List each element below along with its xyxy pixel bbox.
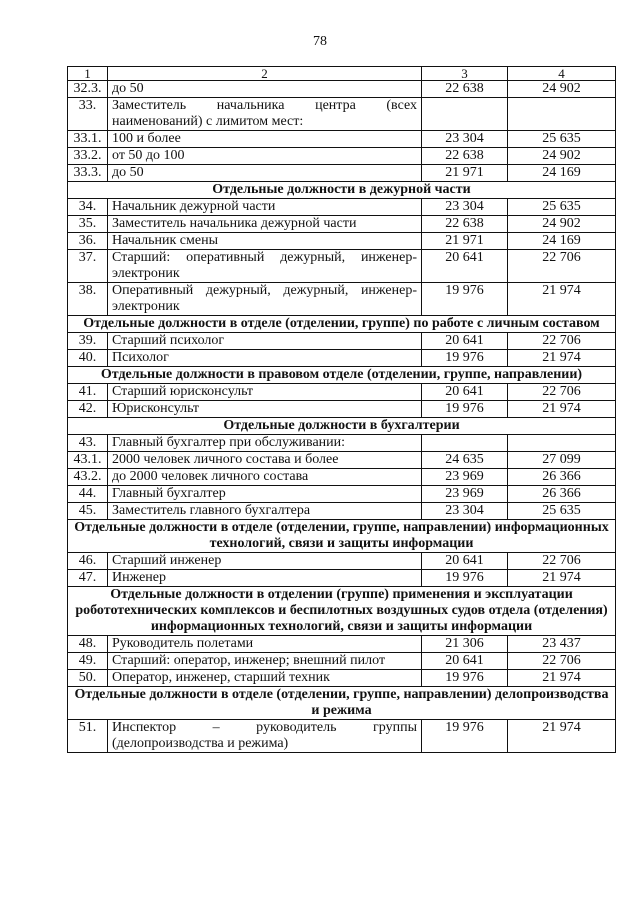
row-number: 43. bbox=[68, 435, 108, 452]
position-name: Старший: оператор, инженер; внешний пилот bbox=[108, 653, 422, 670]
salary-col-4: 25 635 bbox=[508, 131, 616, 148]
position-name: до 50 bbox=[108, 165, 422, 182]
row-number: 47. bbox=[68, 570, 108, 587]
table-row bbox=[68, 283, 616, 316]
table-row bbox=[68, 670, 616, 687]
position-name: Руководитель полетами bbox=[108, 636, 422, 653]
row-number: 38. bbox=[68, 283, 108, 316]
section-title: Отдельные должности в отделе (отделении, группе, направлении) делопроизводства и режима bbox=[68, 687, 616, 720]
position-name: Инспектор – руководитель группы (делопроизводства и режима) bbox=[108, 720, 422, 753]
table-row bbox=[68, 636, 616, 653]
salary-col-3: 23 969 bbox=[422, 486, 508, 503]
section-title: Отдельные должности в правовом отделе (отделении, группе, направлении) bbox=[68, 367, 616, 384]
row-number: 33.2. bbox=[68, 148, 108, 165]
row-number: 50. bbox=[68, 670, 108, 687]
salary-col-4: 25 635 bbox=[508, 503, 616, 520]
row-number: 41. bbox=[68, 384, 108, 401]
position-name: Юрисконсульт bbox=[108, 401, 422, 418]
position-name: Оператор, инженер, старший техник bbox=[108, 670, 422, 687]
section-title: Отдельные должности в отделе (отделении, группе) по работе с личным составом bbox=[68, 316, 616, 333]
salary-col-4: 21 974 bbox=[508, 283, 616, 316]
section-header-row bbox=[68, 182, 616, 199]
salary-col-4: 21 974 bbox=[508, 670, 616, 687]
salary-col-4: 25 635 bbox=[508, 199, 616, 216]
table-row bbox=[68, 333, 616, 350]
salary-col-3: 19 976 bbox=[422, 401, 508, 418]
table-row bbox=[68, 553, 616, 570]
position-name: Старший: оперативный дежурный, инженер-электроник bbox=[108, 250, 422, 283]
position-name: от 50 до 100 bbox=[108, 148, 422, 165]
section-header-row bbox=[68, 316, 616, 333]
section-title: Отдельные должности в бухгалтерии bbox=[68, 418, 616, 435]
section-title: Отдельные должности в отделе (отделении, группе, направлении) информационных технологий, связи и защиты информации bbox=[68, 520, 616, 553]
position-name: Заместитель главного бухгалтера bbox=[108, 503, 422, 520]
salary-col-4: 22 706 bbox=[508, 384, 616, 401]
salary-col-4: 26 366 bbox=[508, 469, 616, 486]
salary-col-3: 21 306 bbox=[422, 636, 508, 653]
salary-col-4: 26 366 bbox=[508, 486, 616, 503]
salary-col-4: 27 099 bbox=[508, 452, 616, 469]
row-number: 32.3. bbox=[68, 81, 108, 98]
salary-col-4 bbox=[508, 98, 616, 131]
table-row bbox=[68, 250, 616, 283]
table-row bbox=[68, 131, 616, 148]
position-name: Психолог bbox=[108, 350, 422, 367]
row-number: 42. bbox=[68, 401, 108, 418]
table-row bbox=[68, 384, 616, 401]
table-row bbox=[68, 570, 616, 587]
table-row bbox=[68, 350, 616, 367]
table-row bbox=[68, 401, 616, 418]
salary-col-3: 23 304 bbox=[422, 503, 508, 520]
salary-col-3: 23 304 bbox=[422, 199, 508, 216]
table-row bbox=[68, 469, 616, 486]
position-name: Начальник смены bbox=[108, 233, 422, 250]
salary-col-3: 22 638 bbox=[422, 148, 508, 165]
section-title: Отдельные должности в дежурной части bbox=[68, 182, 616, 199]
position-name: до 50 bbox=[108, 81, 422, 98]
salary-col-3: 22 638 bbox=[422, 216, 508, 233]
row-number: 33. bbox=[68, 98, 108, 131]
section-header-row bbox=[68, 367, 616, 384]
row-number: 51. bbox=[68, 720, 108, 753]
section-header-row bbox=[68, 520, 616, 553]
salary-col-3 bbox=[422, 98, 508, 131]
table-row bbox=[68, 148, 616, 165]
salary-col-4: 21 974 bbox=[508, 570, 616, 587]
header-col-1: 1 bbox=[68, 67, 108, 81]
salary-col-4: 24 902 bbox=[508, 81, 616, 98]
salary-col-4: 23 437 bbox=[508, 636, 616, 653]
salary-col-4: 21 974 bbox=[508, 350, 616, 367]
salary-col-4: 24 169 bbox=[508, 233, 616, 250]
salary-col-4: 24 902 bbox=[508, 216, 616, 233]
salary-col-3 bbox=[422, 435, 508, 452]
row-number: 45. bbox=[68, 503, 108, 520]
row-number: 43.1. bbox=[68, 452, 108, 469]
salary-col-4: 21 974 bbox=[508, 720, 616, 753]
salary-col-3: 19 976 bbox=[422, 670, 508, 687]
table-header-row bbox=[68, 67, 616, 81]
salary-col-3: 19 976 bbox=[422, 283, 508, 316]
salary-table bbox=[67, 66, 616, 753]
table-row bbox=[68, 216, 616, 233]
row-number: 44. bbox=[68, 486, 108, 503]
row-number: 39. bbox=[68, 333, 108, 350]
row-number: 37. bbox=[68, 250, 108, 283]
table-row bbox=[68, 653, 616, 670]
table-row bbox=[68, 452, 616, 469]
position-name: 2000 человек личного состава и более bbox=[108, 452, 422, 469]
row-number: 35. bbox=[68, 216, 108, 233]
table-row bbox=[68, 720, 616, 753]
table-row bbox=[68, 486, 616, 503]
position-name: до 2000 человек личного состава bbox=[108, 469, 422, 486]
row-number: 34. bbox=[68, 199, 108, 216]
salary-col-4: 22 706 bbox=[508, 250, 616, 283]
row-number: 40. bbox=[68, 350, 108, 367]
position-name: Оперативный дежурный, дежурный, инженер-электроник bbox=[108, 283, 422, 316]
table-row bbox=[68, 233, 616, 250]
salary-col-4 bbox=[508, 435, 616, 452]
position-name: Старший юрисконсульт bbox=[108, 384, 422, 401]
salary-col-3: 22 638 bbox=[422, 81, 508, 98]
row-number: 48. bbox=[68, 636, 108, 653]
section-title: Отдельные должности в отделении (группе) применения и эксплуатации робототехнических комплексов и беспилотных воздушных судов отдела (отделения) информационных технологий, связи и защиты информации bbox=[68, 587, 616, 636]
row-number: 49. bbox=[68, 653, 108, 670]
position-name: Заместитель начальника центра (всех наименований) с лимитом мест: bbox=[108, 98, 422, 131]
position-name: Заместитель начальника дежурной части bbox=[108, 216, 422, 233]
salary-col-3: 19 976 bbox=[422, 720, 508, 753]
salary-col-4: 21 974 bbox=[508, 401, 616, 418]
position-name: Главный бухгалтер bbox=[108, 486, 422, 503]
table-row bbox=[68, 165, 616, 182]
section-header-row bbox=[68, 587, 616, 636]
salary-col-4: 24 169 bbox=[508, 165, 616, 182]
salary-col-3: 20 641 bbox=[422, 653, 508, 670]
salary-col-3: 20 641 bbox=[422, 553, 508, 570]
salary-col-3: 24 635 bbox=[422, 452, 508, 469]
salary-col-3: 19 976 bbox=[422, 570, 508, 587]
position-name: Инженер bbox=[108, 570, 422, 587]
salary-col-4: 22 706 bbox=[508, 553, 616, 570]
section-header-row bbox=[68, 418, 616, 435]
salary-col-4: 22 706 bbox=[508, 333, 616, 350]
salary-col-3: 21 971 bbox=[422, 233, 508, 250]
salary-col-3: 19 976 bbox=[422, 350, 508, 367]
salary-col-3: 20 641 bbox=[422, 250, 508, 283]
table-row bbox=[68, 199, 616, 216]
row-number: 33.1. bbox=[68, 131, 108, 148]
table-row bbox=[68, 81, 616, 98]
row-number: 43.2. bbox=[68, 469, 108, 486]
position-name: Старший инженер bbox=[108, 553, 422, 570]
table-row bbox=[68, 98, 616, 131]
row-number: 46. bbox=[68, 553, 108, 570]
row-number: 36. bbox=[68, 233, 108, 250]
table-row bbox=[68, 435, 616, 452]
header-col-4: 4 bbox=[508, 67, 616, 81]
position-name: 100 и более bbox=[108, 131, 422, 148]
header-col-2: 2 bbox=[108, 67, 422, 81]
salary-col-3: 21 971 bbox=[422, 165, 508, 182]
salary-col-3: 23 304 bbox=[422, 131, 508, 148]
salary-col-4: 22 706 bbox=[508, 653, 616, 670]
row-number: 33.3. bbox=[68, 165, 108, 182]
header-col-3: 3 bbox=[422, 67, 508, 81]
table-row bbox=[68, 503, 616, 520]
section-header-row bbox=[68, 687, 616, 720]
salary-col-3: 20 641 bbox=[422, 333, 508, 350]
salary-col-3: 20 641 bbox=[422, 384, 508, 401]
position-name: Старший психолог bbox=[108, 333, 422, 350]
position-name: Начальник дежурной части bbox=[108, 199, 422, 216]
salary-col-4: 24 902 bbox=[508, 148, 616, 165]
page-number: 78 bbox=[313, 34, 327, 49]
position-name: Главный бухгалтер при обслуживании: bbox=[108, 435, 422, 452]
salary-col-3: 23 969 bbox=[422, 469, 508, 486]
